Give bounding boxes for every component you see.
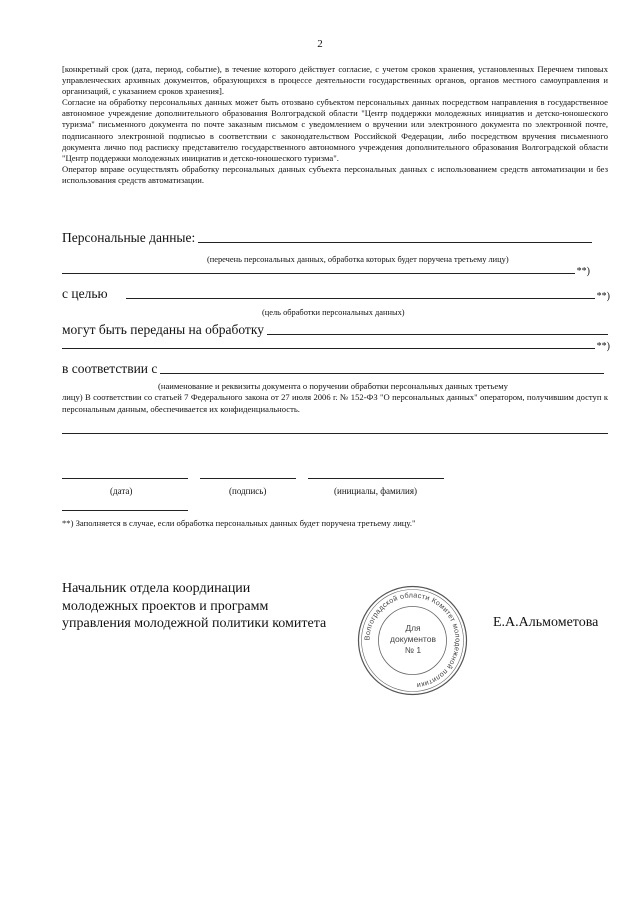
paragraph-operator-rights: Оператор вправе осуществлять обработку персональных данных субъекта персональных данных с использованием средств автоматизации и без использования средств автоматизации. <box>62 163 608 185</box>
official-stamp <box>355 583 470 698</box>
document-hint-block <box>62 381 608 415</box>
stamp-center-line1: Для <box>405 623 421 633</box>
personal-data-row <box>62 230 594 246</box>
accordance-label: в соответствии с <box>62 361 158 376</box>
date-label: (дата) <box>110 486 133 496</box>
consent-body-text <box>62 64 608 186</box>
purpose-row <box>62 286 610 302</box>
accordance-field <box>160 372 604 374</box>
page-number: 2 <box>317 38 323 50</box>
footnote-marker: **) <box>596 341 610 352</box>
document-hint-line2: лицу) В соответствии со статьей 7 Федерального закона от 27 июля 2006 г. № 152-ФЗ "О персональных данных" оператором, получившим доступ к персональным данным, обеспечивается их конфиденциальность. <box>62 392 608 414</box>
personal-data-continuation-row <box>62 266 590 277</box>
signer-name: Е.А.Альмометова <box>493 615 599 630</box>
paragraph-revocation: Согласие на обработку персональных данных может быть отозвано субъектом персональных данных посредством направления в государственное автономное учреждение дополнительного образования Волгоградской области "Центр поддержки молодежных инициатив и детско-юношеского туризма" письменного документа по почте заказным письмом с уведомлением о вручении или электронного документа по электронной почте, подписанного электронной подписью в соответствии с законодательством Российской Федерации, либо посредством вручения письменного документа лично под расписку представителю государственного автономного учреждения дополнительного образования Волгоградской области "Центр поддержки молодежных инициатив и детско-юношеского туризма". <box>62 97 608 163</box>
stamp-center-line3: № 1 <box>404 645 422 655</box>
paragraph-term: [конкретный срок (дата, период, событие), в течение которого действует согласие, с учетом сроков хранения, установленных Перечнем типовых управленческих архивных документов, образующихся в процессе деятельности государственных органов, органов местного самоуправления и организаций, с указанием сроков хранения]. <box>62 64 608 97</box>
purpose-label: с целью <box>62 286 108 301</box>
document-hint-line1: (наименование и реквизиты документа о поручении обработки персональных данных третьему <box>158 381 508 391</box>
transfer-continuation-row <box>62 341 610 352</box>
official-position <box>62 580 326 633</box>
stamp-ring-text: Волгоградской области Комитет молодежной политики <box>362 590 463 691</box>
personal-data-hint: (перечень персональных данных, обработка которых будет поручена третьему лицу) <box>207 255 509 264</box>
footnote-text: **) Заполняется в случае, если обработка персональных данных будет поручена третьему лицу." <box>62 518 416 528</box>
footnote-separator <box>62 510 188 511</box>
position-line-3: управления молодежной политики комитета <box>62 616 327 631</box>
position-line-2: молодежных проектов и программ <box>62 598 269 614</box>
footnote-marker: **) <box>596 291 610 302</box>
transfer-field <box>267 333 608 335</box>
transfer-label: могут быть переданы на обработку <box>62 322 264 337</box>
name-line <box>308 478 444 479</box>
purpose-field <box>126 297 595 299</box>
transfer-continuation-field <box>62 347 595 349</box>
personal-data-field <box>198 241 592 243</box>
name-label: (инициалы, фамилия) <box>334 486 417 496</box>
stamp-center-line2: документов <box>390 634 436 644</box>
transfer-row <box>62 322 610 338</box>
accordance-row <box>62 361 606 377</box>
personal-data-label: Персональные данные: <box>62 230 196 245</box>
date-line <box>62 478 188 479</box>
signature-line <box>200 478 296 479</box>
blank-line <box>62 433 608 434</box>
signature-label: (подпись) <box>229 486 267 496</box>
purpose-hint: (цель обработки персональных данных) <box>262 308 405 317</box>
footnote-marker: **) <box>576 266 590 277</box>
personal-data-continuation-field <box>62 272 575 274</box>
position-line-1: Начальник отдела координации <box>62 581 251 596</box>
